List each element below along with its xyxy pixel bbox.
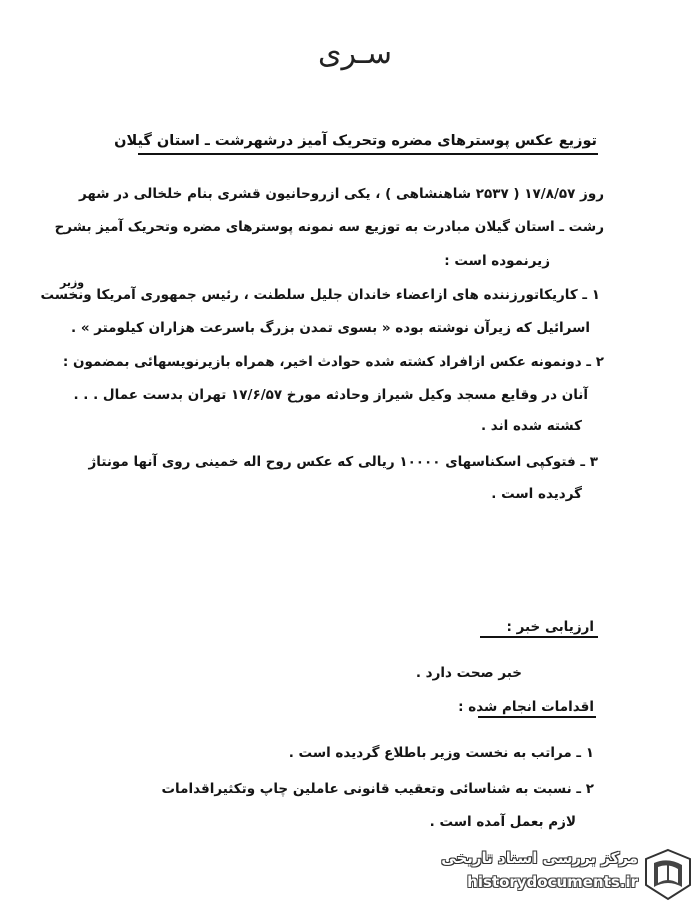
title-underline [138, 153, 598, 155]
book-logo-icon [642, 847, 694, 903]
actions-line: ۱ ـ مراتب به نخست وزیر باطلاع گردیده است . [288, 745, 594, 761]
body-line: کشته شده اند . [480, 418, 582, 434]
body-line: ۱ ـ کاریکاتورزننده های ازاعضاء خاندان جلیل سلطنت ، رئیس جمهوری آمریکا ونخست [40, 287, 600, 303]
actions-line: ۲ ـ نسبت به شناسائی وتعقیب قانونی عاملین چاپ وتکثیراقدامات [161, 781, 594, 797]
body-line: اسرائیل که زیرآن نوشته بوده « بسوی تمدن بزرگ باسرعت هزاران کیلومتر » . [71, 320, 590, 336]
handwritten-insertion: وزیر [60, 276, 85, 289]
watermark-logo [404, 845, 694, 905]
body-line: ۳ ـ فتوکپی اسکناسهای ۱۰۰۰۰ ریالی که عکس روح اله خمینی روی آنها مونتاژ [88, 454, 598, 470]
body-line: روز ۱۷/۸/۵۷ ( ۲۵۳۷ شاهنشاهی ) ، یکی ازروحانیون قشری بنام خلخالی در شهر [78, 186, 604, 202]
actions-heading-underline [478, 716, 596, 718]
assessment-heading: ارزیابی خبر : [506, 619, 594, 635]
watermark-url: historydocuments.ir [467, 873, 638, 891]
body-line: رشت ـ استان گیلان مبادرت به توزیع سه نمونه پوسترهای مضره وتحریک آمیز بشرح [54, 219, 604, 235]
classification-stamp: سـری [318, 36, 392, 71]
actions-heading: اقدامات انجام شده : [458, 699, 594, 715]
body-line: گردیده است . [491, 486, 582, 502]
body-line: ۲ ـ دونمونه عکس ازافراد کشته شده حوادث اخیر، همراه بازیرنویسهائی بمضمون : [62, 354, 604, 370]
body-line: زیرنموده است : [444, 253, 550, 269]
body-line: آنان در وقایع مسجد وکیل شیراز وحادثه مورخ ۱۷/۶/۵۷ تهران بدست عمال . . . [73, 387, 588, 403]
document-title: توزیع عکس پوسترهای مضره وتحریک آمیز درشهرشت ـ استان گیلان [114, 133, 597, 149]
actions-line: لازم بعمل آمده است . [429, 814, 576, 830]
watermark-org-name: مرکز بررسی اسناد تاریخی [441, 849, 638, 867]
assessment-text: خبر صحت دارد . [415, 665, 522, 681]
assessment-heading-underline [480, 636, 598, 638]
